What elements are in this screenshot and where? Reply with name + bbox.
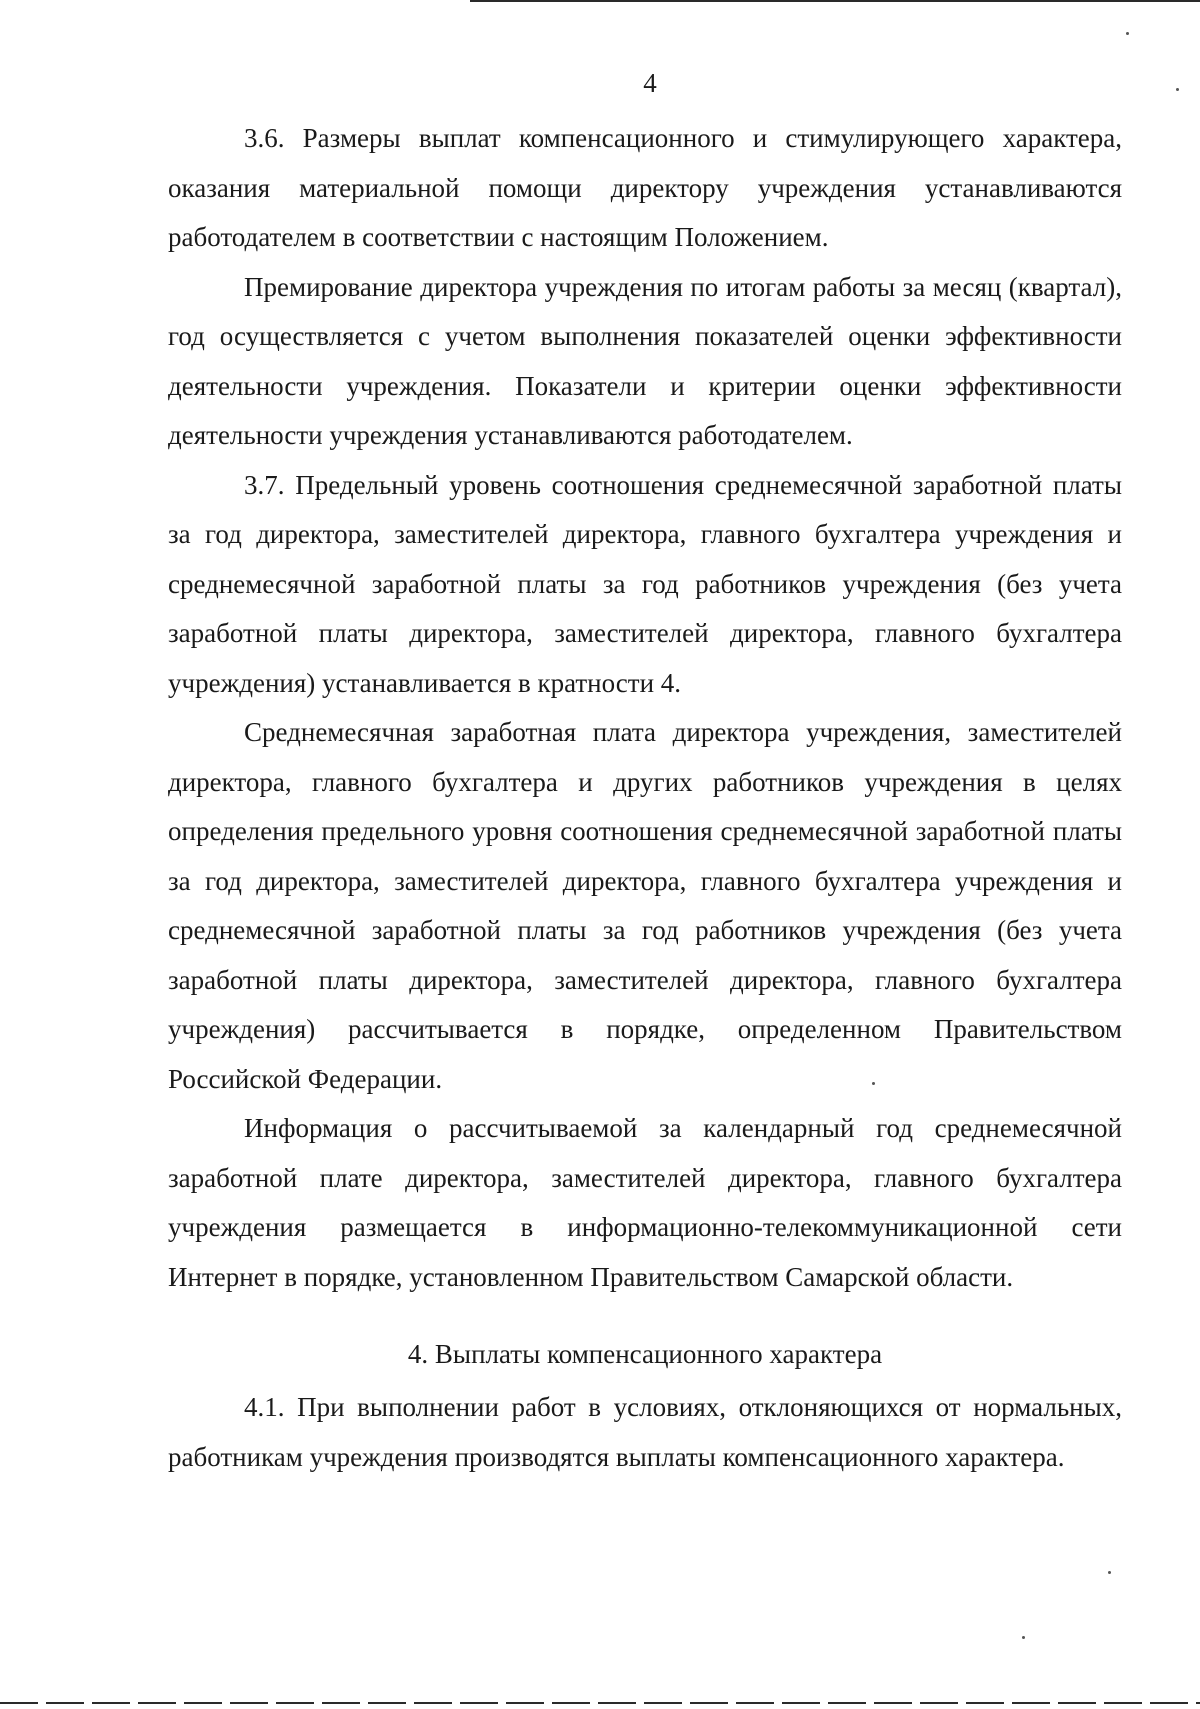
scan-speck [1022, 1636, 1025, 1639]
paragraph-3-7: 3.7. Предельный уровень соотношения среднемесячной заработной платы за год директора, заместителей директора, главного бухгалтера учреждения и среднемесячной заработной платы за год работников учреждения (без учета заработной платы директора, заместителей директора, главного бухгалтера учреждения) устанавливается в кратности 4. [168, 469, 1122, 698]
paragraph-4-1: 4.1. При выполнении работ в условиях, отклоняющихся от нормальных, работникам учреждения производятся выплаты компенсационного характера. [168, 1392, 1122, 1472]
paragraph-average-salary: Среднемесячная заработная плата директора учреждения, заместителей директора, главного бухгалтера и других работников учреждения в целях определения предельного уровня соотношения среднемесячной заработной платы за год директора, заместителей директора, главного бухгалтера учреждения и среднемесячной заработной платы за год работников учреждения (без учета заработной платы директора, заместителей директора, главного бухгалтера учреждения) рассчитывается в порядке, определенном Правительством Российской Федерации. [168, 717, 1122, 1094]
scan-edge-top [470, 0, 1200, 2]
scan-speck [872, 1082, 875, 1085]
scan-edge-bottom [0, 1702, 1200, 1704]
scan-speck [1126, 32, 1129, 35]
body-text [168, 114, 1122, 1302]
section-heading: 4. Выплаты компенсационного характера [407, 1339, 883, 1369]
section-body-text [168, 1383, 1122, 1482]
page-number: 4 [643, 68, 657, 98]
paragraph-information: Информация о рассчитываемой за календарный год среднемесячной заработной плате директора, заместителей директора, главного бухгалтера учреждения размещается в информационно-телекоммуникационной сети Интернет в порядке, установленном Правительством Самарской области. [168, 1113, 1122, 1292]
scan-speck [1176, 88, 1179, 91]
paragraph-3-6: 3.6. Размеры выплат компенсационного и стимулирующего характера, оказания материальной помощи директору учреждения устанавливаются работодателем в соответствии с настоящим Положением. [168, 123, 1122, 252]
paragraph-bonus: Премирование директора учреждения по итогам работы за месяц (квартал), год осуществляется с учетом выполнения показателей оценки эффективности деятельности учреждения. Показатели и критерии оценки эффективности деятельности учреждения устанавливаются работодателем. [168, 271, 1122, 450]
scan-speck [1108, 1571, 1111, 1574]
